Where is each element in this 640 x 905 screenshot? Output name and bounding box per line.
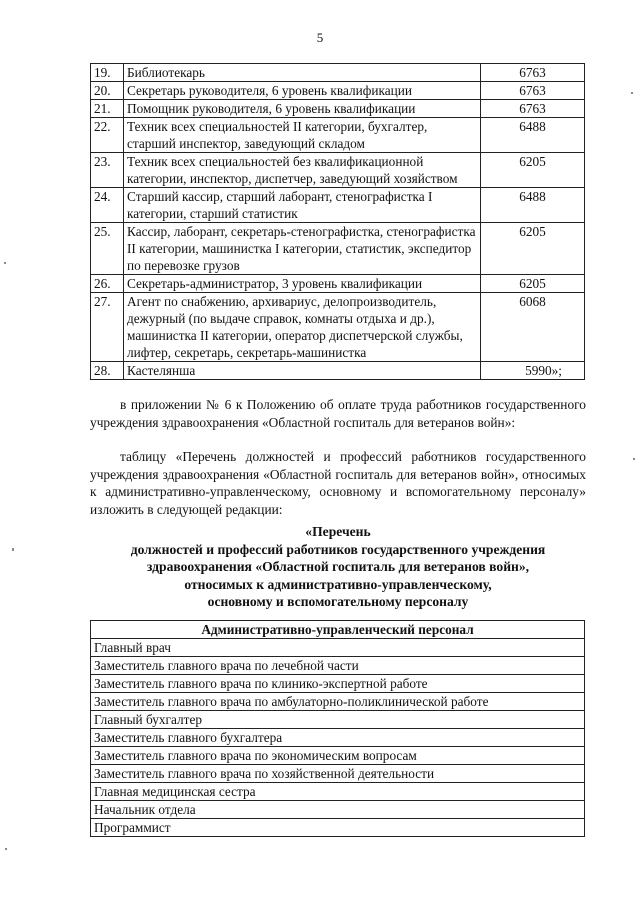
scan-speck: [4, 262, 6, 264]
position-title: Главный врач: [91, 639, 585, 657]
position-title: Главная медицинская сестра: [91, 783, 585, 801]
position-title: Помощник руководителя, 6 уровень квалификации: [124, 100, 481, 118]
table-row: [91, 765, 585, 783]
scan-speck: [5, 848, 7, 850]
table-row: [91, 747, 585, 765]
table-row: [91, 675, 585, 693]
table-row: [91, 188, 585, 223]
table-row: [91, 153, 585, 188]
position-title: Техник всех специальностей II категории, бухгалтер, старший инспектор, заведующий складом: [124, 118, 481, 153]
table-row: [91, 275, 585, 293]
table-row: [91, 223, 585, 275]
position-title: Программист: [91, 819, 585, 837]
row-number: 24.: [91, 188, 124, 223]
table-row: [91, 783, 585, 801]
row-number: 19.: [91, 64, 124, 82]
table-row: [91, 64, 585, 82]
table-header-row: [91, 621, 585, 639]
paragraph-table-replacement: таблицу «Перечень должностей и профессий работников государственного учреждения здравоохранения «Областной госпиталь для ветеранов войн», относимых к административно-управленческому, основному и вспомогательному персоналу» изложить в следующей редакции:: [90, 449, 586, 517]
salary-value: 6205: [481, 275, 585, 293]
salary-table: [90, 63, 585, 380]
position-title: Начальник отдела: [91, 801, 585, 819]
table-row: [91, 711, 585, 729]
row-number: 27.: [91, 293, 124, 362]
page-number: 5: [316, 30, 324, 45]
position-title: Заместитель главного врача по клинико-экспертной работе: [91, 675, 585, 693]
list-heading: [90, 523, 586, 611]
position-title: Старший кассир, старший лаборант, стенографистка I категории, старший статистик: [124, 188, 481, 223]
scan-speck: [12, 548, 14, 551]
table-row: [91, 293, 585, 362]
table-row: [91, 801, 585, 819]
row-number: 28.: [91, 362, 124, 380]
row-number: 22.: [91, 118, 124, 153]
row-number: 21.: [91, 100, 124, 118]
table-row: [91, 82, 585, 100]
position-title: Заместитель главного врача по экономическим вопросам: [91, 747, 585, 765]
row-number: 23.: [91, 153, 124, 188]
table-row: [91, 693, 585, 711]
position-title: Кассир, лаборант, секретарь-стенографистка, стенографистка II категории, машинистка I категории, статистик, экспедитор по перевозке грузов: [124, 223, 481, 275]
position-title: Заместитель главного бухгалтера: [91, 729, 585, 747]
position-title: Секретарь-администратор, 3 уровень квалификации: [124, 275, 481, 293]
table-row: [91, 118, 585, 153]
scan-speck: [633, 458, 635, 460]
table-row: [91, 657, 585, 675]
position-title: Заместитель главного врача по амбулаторно-поликлинической работе: [91, 693, 585, 711]
position-title: Техник всех специальностей без квалификационной категории, инспектор, диспетчер, заведующий хозяйством: [124, 153, 481, 188]
scan-speck: [631, 92, 633, 94]
position-title: Заместитель главного врача по хозяйственной деятельности: [91, 765, 585, 783]
salary-value: 5990»;: [481, 362, 585, 380]
salary-value: 6763: [481, 100, 585, 118]
salary-value: 6068: [481, 293, 585, 362]
salary-value: 6763: [481, 64, 585, 82]
table-header-admin-staff: Административно-управленческий персонал: [91, 621, 585, 639]
heading-line-2: должностей и профессий работников государственного учреждения: [130, 541, 546, 557]
position-title: Секретарь руководителя, 6 уровень квалификации: [124, 82, 481, 100]
staff-category-table: [90, 620, 585, 837]
heading-line-5: основному и вспомогательному персоналу: [207, 594, 469, 610]
table-row: [91, 729, 585, 747]
salary-value: 6488: [481, 188, 585, 223]
row-number: 25.: [91, 223, 124, 275]
salary-value: 6488: [481, 118, 585, 153]
heading-line-3: здравоохранения «Областной госпиталь для ветеранов войн»,: [146, 559, 530, 575]
position-title: Агент по снабжению, архивариус, делопроизводитель, дежурный (по выдаче справок, комнаты отдыха и др.), машинистка II категории, оператор диспетчерской службы, лифтер, секретарь, секретарь-машинистка: [124, 293, 481, 362]
table-row: [91, 100, 585, 118]
row-number: 20.: [91, 82, 124, 100]
table-row: [91, 639, 585, 657]
row-number: 26.: [91, 275, 124, 293]
salary-value: 6205: [481, 223, 585, 275]
paragraph-appendix-6: в приложении № 6 к Положению об оплате труда работников государственного учреждения здравоохранения «Областной госпиталь для ветеранов войн»:: [90, 397, 586, 430]
salary-value: 6763: [481, 82, 585, 100]
position-title: Заместитель главного врача по лечебной части: [91, 657, 585, 675]
table-row: [91, 362, 585, 380]
position-title: Главный бухгалтер: [91, 711, 585, 729]
salary-value: 6205: [481, 153, 585, 188]
heading-line-1: «Перечень: [305, 524, 371, 539]
heading-line-4: относимых к административно-управленческому,: [184, 576, 492, 592]
position-title: Библиотекарь: [124, 64, 481, 82]
position-title: Кастелянша: [124, 362, 481, 380]
table-row: [91, 819, 585, 837]
